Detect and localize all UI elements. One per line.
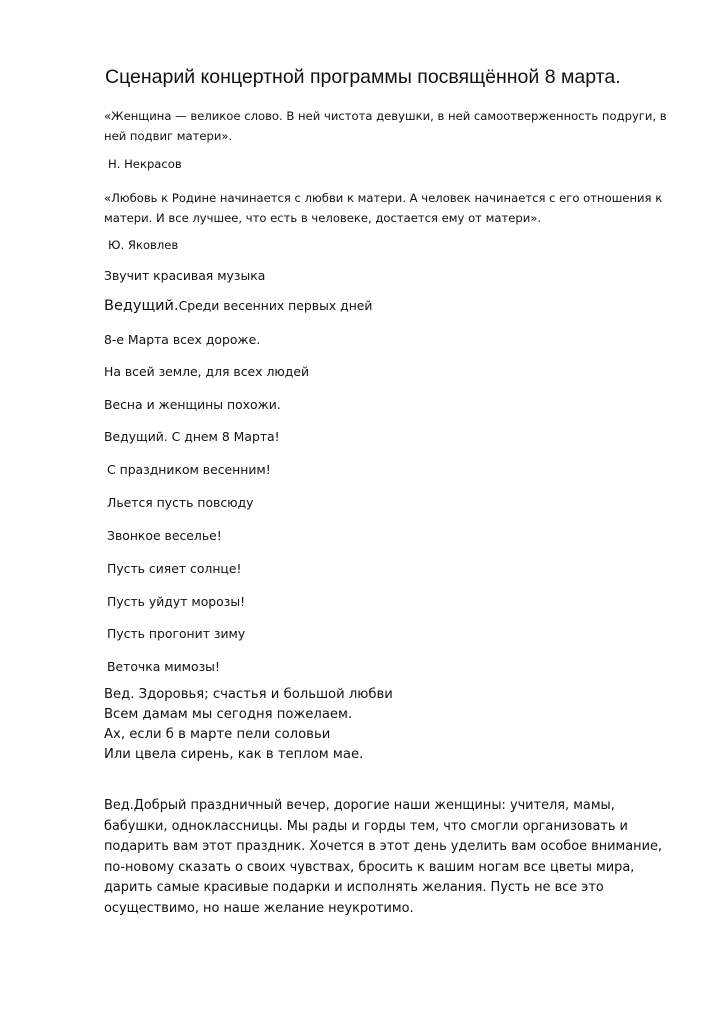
document-title: Сценарий концертной программы посвящённой 8 марта.: [105, 66, 621, 88]
epigraph-yakovlev-quote: «Любовь к Родине начинается с любви к матери. А человек начинается с его отношения к матери. И все лучшее, что есть в человеке, достается ему от матери».: [104, 191, 663, 225]
verse-line: С праздником весенним!: [107, 462, 271, 477]
speaker1-text: Среди весенних первых дней: [178, 298, 373, 313]
closing-paragraph: Вед.Добрый праздничный вечер, дорогие наши женщины: учителя, мамы, бабушки, одноклассницы. Мы рады и горды тем, что смогли организовать и подарить вам этот праздник. Хочется в этот день уделить вам особое внимание, по-новому сказать о своих чувствах, бросить к вашим ногам все цветы мира, дарить самые красивые подарки и исполнять желания. Пусть не все это осуществимо, но наше желание неукротимо.: [104, 798, 662, 916]
verse-line: Пусть уйдут морозы!: [107, 594, 246, 609]
verse-line: Веточка мимозы!: [107, 659, 220, 674]
verse-line: На всей земле, для всех людей: [104, 364, 310, 379]
verse-line: Звонкое веселье!: [107, 528, 222, 543]
verse-line: 8-е Марта всех дороже.: [104, 332, 261, 347]
verse-line: Вед. Здоровья; счастья и большой любви: [104, 687, 393, 702]
verse-line: Ах, если б в марте пели соловьи: [104, 727, 331, 742]
epigraph-yakovlev-author: Ю. Яковлев: [108, 238, 179, 252]
epigraph-nekrasov-author: Н. Некрасов: [108, 157, 182, 171]
verse-block: [104, 685, 393, 765]
speaker1-first-line: [104, 298, 372, 314]
verse-line: Пусть прогонит зиму: [107, 626, 246, 641]
speaker-label: Ведущий.: [104, 298, 179, 314]
verse-line: Льется пусть повсюду: [107, 495, 254, 510]
verse-line: Пусть сияет солнце!: [107, 561, 242, 576]
speaker2-first-line: Ведущий. С днем 8 Марта!: [104, 429, 280, 444]
verse-line: Или цвела сирень, как в теплом мае.: [104, 747, 364, 762]
epigraph-nekrasov-quote: «Женщина — великое слово. В ней чистота девушки, в ней самоотверженность подруги, в ней подвиг матери».: [104, 109, 667, 143]
verse-line: Всем дамам мы сегодня пожелаем.: [104, 707, 353, 722]
stage-direction: Звучит красивая музыка: [104, 268, 266, 283]
verse-line: Весна и женщины похожи.: [104, 397, 281, 412]
